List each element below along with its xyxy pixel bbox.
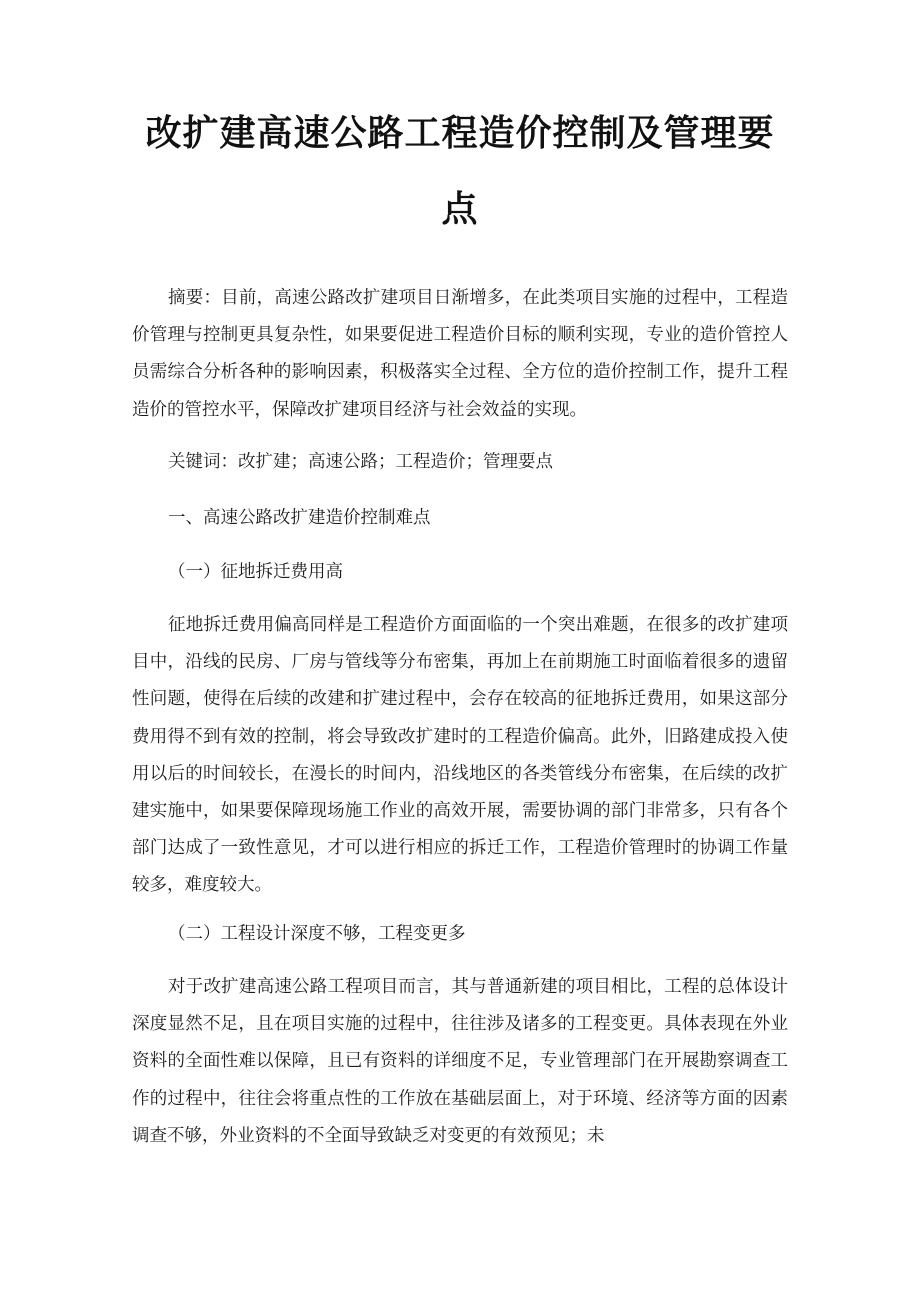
- document-title: 改扩建高速公路工程造价控制及管理要点: [145, 113, 775, 230]
- subsection-heading-1: （一）征地拆迁费用高: [168, 562, 343, 582]
- abstract-paragraph: 摘要：目前，高速公路改扩建项目日渐增多，在此类项目实施的过程中，工程造价管理与控制更具复杂性，如果要促进工程造价目标的顺利实现，专业的造价管控人员需综合分析各种的影响因素，积极落实全过程、全方位的造价控制工作，提升工程造价的管控水平，保障改扩建项目经济与社会效益的实现。: [132, 288, 788, 420]
- keywords-line: 关键词：改扩建；高速公路；工程造价；管理要点: [168, 452, 553, 472]
- subsection-heading-2: （二）工程设计深度不够，工程变更多: [168, 924, 466, 944]
- subsection-body-2: 对于改扩建高速公路工程项目而言，其与普通新建的项目相比，工程的总体设计深度显然不足，且在项目实施的过程中，往往涉及诸多的工程变更。具体表现在外业资料的全面性难以保障，且已有资料的详细度不足，专业管理部门在开展勘察调查工作的过程中，往往会将重点性的工作放在基础层面上，对于环境、经济等方面的因素调查不够，外业资料的不全面导致缺乏对变更的有效预见；未: [132, 977, 788, 1146]
- section-heading-1: 一、高速公路改扩建造价控制难点: [168, 508, 431, 528]
- subsection-body-1: 征地拆迁费用偏高同样是工程造价方面面临的一个突出难题，在很多的改扩建项目中，沿线的民房、厂房与管线等分布密集，再加上在前期施工时面临着很多的遗留性问题，使得在后续的改建和扩建过程中，会存在较高的征地拆迁费用，如果这部分费用得不到有效的控制，将会导致改扩建时的工程造价偏高。此外，旧路建成投入使用以后的时间较长，在漫长的时间内，沿线地区的各类管线分布密集，在后续的改扩建实施中，如果要保障现场施工作业的高效开展，需要协调的部门非常多，只有各个部门达成了一致性意见，才可以进行相应的拆迁工作，工程造价管理时的协调工作量较多，难度较大。: [132, 615, 788, 896]
